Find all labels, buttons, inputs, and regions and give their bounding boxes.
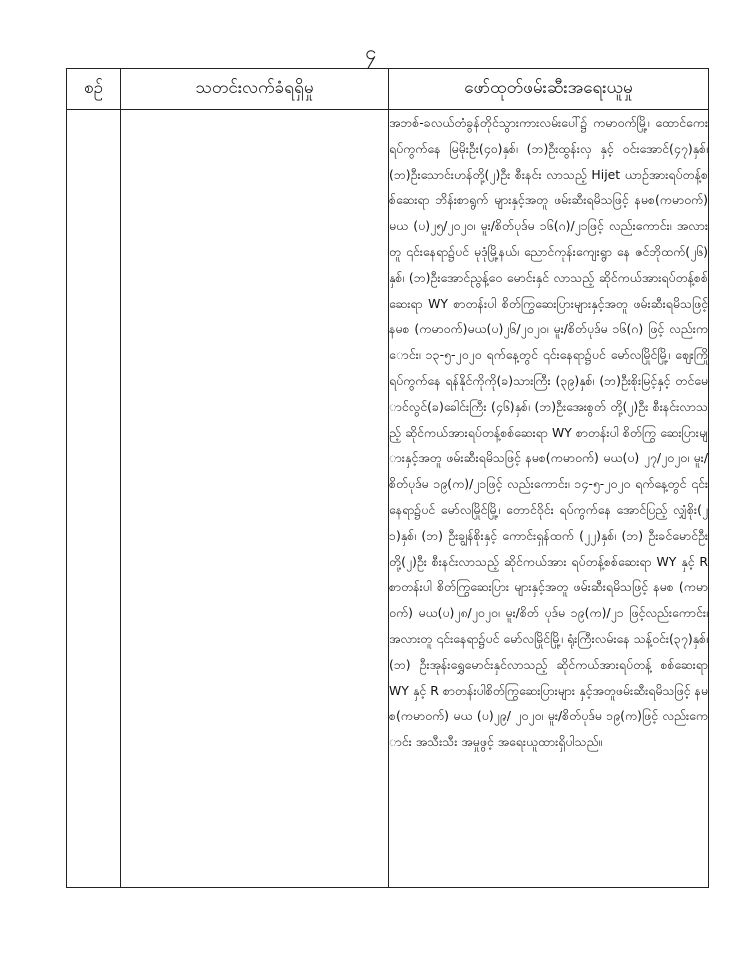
page-number: ၄ bbox=[365, 40, 377, 64]
serial-cell bbox=[67, 110, 121, 888]
header-arrest-action: ဖော်ထုတ်ဖမ်းဆီးအရေးယူမှု bbox=[389, 69, 709, 110]
information-cell bbox=[121, 110, 389, 888]
header-information-received: သတင်းလက်ခံရရှိမှု bbox=[121, 69, 389, 110]
action-paragraph: အဘစ်-ခလယ်တံခွန်တိုင်သွားကားလမ်းပေါ်၌ ကမာဝက်မြို့၊ ထောင်ကေးရပ်ကွက်နေ မြမိုးဦး(၄၀)နှစ်၊ (ဘ)ဦးထွန်းလှ နှင့် ဝင်းအောင်(၄၇)နှစ်၊ (ဘ)ဦးသောင်းဟန်တို့(၂)ဦး စီးနင်း လာသည့် Hijet ယာဉ်အားရပ်တန့်စစ်ဆေးရာ ဘိန်းစာရွက် များနှင့်အတူ ဖမ်းဆီးရမိသဖြင့် နမစ(ကမာဝက်) မယ (ပ)၂၅/၂၀၂၀၊ မူး/စိတ်ပုဒ်မ ၁၆(ဂ)/၂၁ဖြင့် လည်းကောင်း၊ အလားတူ ၎င်းနေရာ၌ပင် မုဒုံမြို့နယ်၊ ညောင်ကုန်းကျေးရွာ နေ ဇင်ဘိုထက်(၂၆)နှစ်၊ (ဘ)ဦးအောင်ညွန့်ဝေ မောင်းနှင် လာသည့် ဆိုင်ကယ်အားရပ်တန့်စစ်ဆေးရာ WY စာတန်းပါ စိတ်ကြွဆေးပြားများနှင့်အတူ ဖမ်းဆီးရမိသဖြင့် နမစ (ကမာဝက်)မယ(ပ)၂၆/၂၀၂၀၊ မူး/စိတ်ပုဒ်မ ၁၆(ဂ) ဖြင့် လည်းကောင်း၊ ၁၃-၅-၂၀၂၀ ရက်နေ့တွင် ၎င်းနေရာ၌ပင် မော်လမြိုင်မြို့၊ ဈေးကြိုရပ်ကွက်နေ ရန်နိုင်ကိုကို(ခ)သားကြီး (၃၉)နှစ်၊ (ဘ)ဦးစိုးမြင့်နှင့် တင်မောင်လွင်(ခ)ခေါင်းကြီး (၄၆)နှစ်၊ (ဘ)ဦးအေးစွတ် တို့(၂)ဦး စီးနင်းလာသည့် ဆိုင်ကယ်အားရပ်တန့်စစ်ဆေးရာ WY စာတန်းပါ စိတ်ကြွ ဆေးပြားများနှင့်အတူ ဖမ်းဆီးရမိသဖြင့် နမစ(ကမာဝက်) မယ(ပ) ၂၇/၂၀၂၀၊ မူး/စိတ်ပုဒ်မ ၁၉(က)/၂၁ဖြင့် လည်းကောင်း၊ ၁၄-၅-၂၀၂၀ ရက်နေ့တွင် ၎င်းနေရာ၌ပင် မော်လမြိုင်မြို့၊ တောင်ဝိုင်း ရပ်ကွက်နေ အောင်ပြည့် လျှံစိုး(၂၁)နှစ်၊ (ဘ) ဦးချွန်စိုးနှင့် ကောင်းရှန်ထက် (၂၂)နှစ်၊ (ဘ) ဦးခင်မောင်ဦး တို့(၂)ဦး စီးနင်းလာသည့် ဆိုင်ကယ်အား ရပ်တန့်စစ်ဆေးရာ WY နှင့် R စာတန်းပါ စိတ်ကြွဆေးပြား များနှင့်အတူ ဖမ်းဆီးရမိသဖြင့် နမစ (ကမာဝက်) မယ(ပ)၂၈/၂၀၂၀၊ မူး/စိတ် ပုဒ်မ ၁၉(က)/၂၁ ဖြင့်လည်းကောင်း၊ အလားတူ ၎င်းနေရာ၌ပင် မော်လမြိုင်မြို့၊ ရုံးကြီးလမ်းနေ သန့်ဝင်း(၃၇)နှစ်၊ (ဘ) ဦးအုန်းရွှေမောင်းနှင်လာသည့် ဆိုင်ကယ်အားရပ်တန့် စစ်ဆေးရာ WY နှင့် R စာတန်းပါစိတ်ကြွဆေးပြားများ နှင့်အတူဖမ်းဆီးရမိသဖြင့် နမစ(ကမာဝက်) မယ (ပ)၂၉/ ၂၀၂၀၊ မူး/စိတ်ပုဒ်မ ၁၉(က)ဖြင့် လည်းကောင်း အသီးသီး အမှုဖွင့် အရေးယူထားရှိပါသည်။ bbox=[389, 115, 708, 750]
table-row bbox=[67, 110, 709, 888]
table-header-row bbox=[67, 69, 709, 110]
header-serial: စဉ် bbox=[67, 69, 121, 110]
action-report-table bbox=[66, 68, 709, 888]
action-cell bbox=[389, 110, 709, 888]
